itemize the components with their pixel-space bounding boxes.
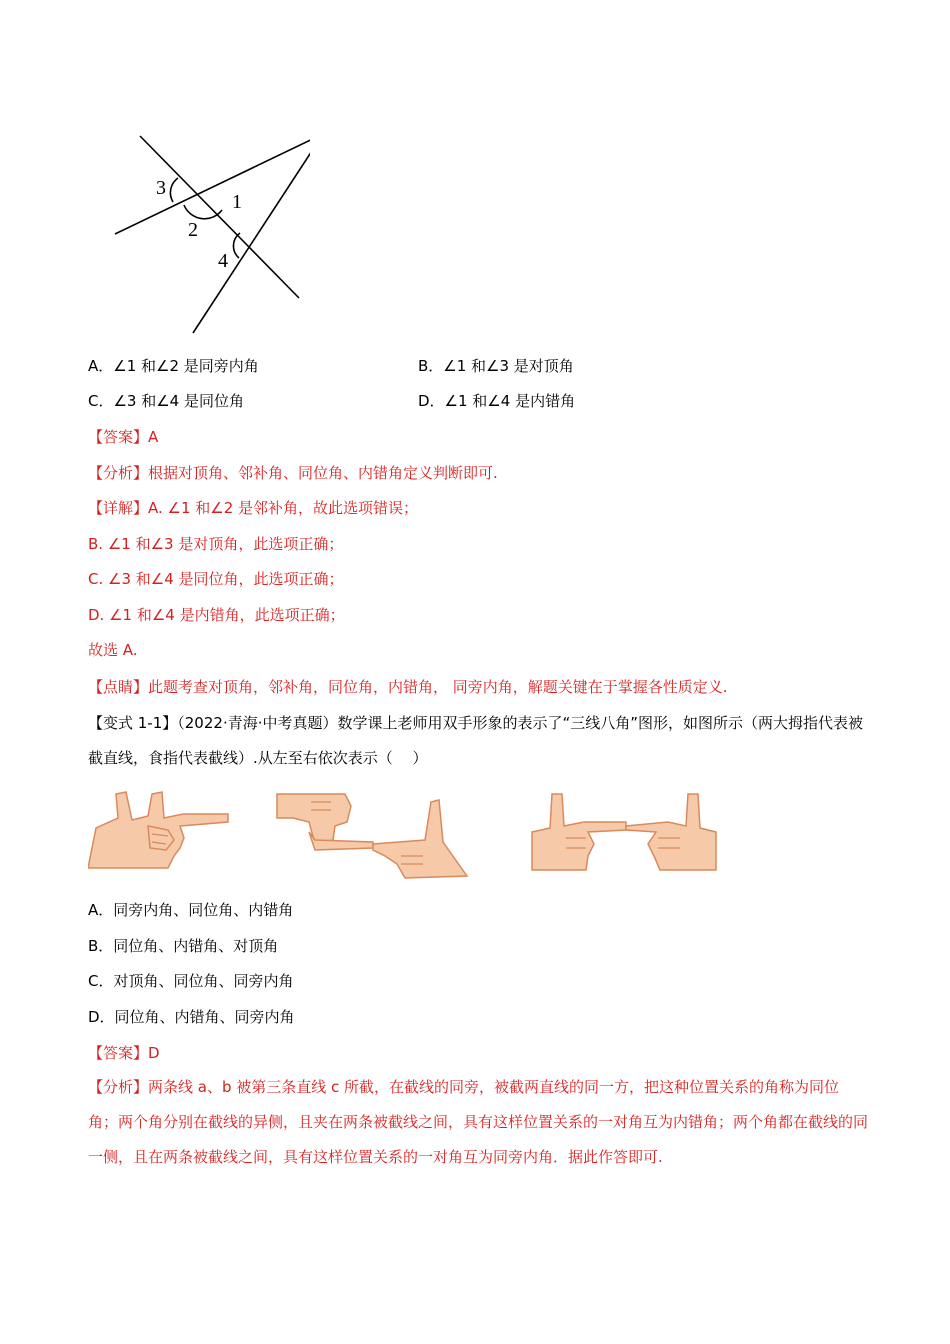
angle-figure — [110, 130, 310, 340]
label-2: 2 — [188, 219, 198, 241]
line-transversal — [193, 134, 310, 333]
q2-stem: 【变式 1-1】（2022·青海·中考真题）数学课上老师用双手形象的表示了“三线八角”图形，如图所示（两大拇指代表被截直线，食指代表截线）.从左至右依次表示（ ） — [88, 714, 864, 767]
q2-analysis: 【分析】两条线 a、b 被第三条直线 c 所截，在截线的同旁，被截两直线的同一方，把这种位置关系的角称为同位角；两个角分别在截线的异侧，且夹在两条被截线之间，具有这样位置关系的一对角互为内错角；两个角都在截线的同一侧，且在两条被截线之间，具有这样位置关系的一对角互为同旁内角．据此作答即可. — [88, 1078, 869, 1166]
q1-detail-4: D. ∠1 和∠4 是内错角，此选项正确； — [88, 606, 345, 624]
q1-detail-2: B. ∠1 和∠3 是对顶角，此选项正确； — [88, 535, 344, 553]
arc-angle-3 — [170, 178, 178, 202]
q1-answer: 【答案】A — [88, 428, 159, 446]
label-1: 1 — [232, 191, 242, 213]
q1-comment: 【点睛】此题考查对顶角，邻补角，同位角，内错角， 同旁内角，解题关键在于掌握各性质定义. — [88, 678, 728, 696]
q1-analysis: 【分析】根据对顶角、邻补角、同位角、内错角定义判断即可. — [88, 464, 498, 482]
q1-detail-5: 故选 A. — [88, 641, 138, 659]
q2-option-d: D．同位角、内错角、同旁内角 — [88, 1008, 295, 1026]
hands-figure-2 — [275, 792, 475, 880]
hands-figure-1 — [88, 790, 238, 872]
q2-answer: 【答案】D — [88, 1044, 160, 1062]
label-4: 4 — [218, 250, 228, 272]
q1-option-b: B．∠1 和∠3 是对顶角 — [418, 357, 574, 375]
q1-option-a: A．∠1 和∠2 是同旁内角 — [88, 357, 259, 375]
q1-detail-1: 【详解】A. ∠1 和∠2 是邻补角，故此选项错误； — [88, 499, 419, 517]
line-horizontal — [115, 134, 310, 234]
q2-option-c: C．对顶角、同位角、同旁内角 — [88, 972, 294, 990]
q1-option-c: C．∠3 和∠4 是同位角 — [88, 392, 244, 410]
line-left-diagonal — [140, 136, 299, 298]
q2-option-a: A．同旁内角、同位角、内错角 — [88, 901, 294, 919]
arc-angle-2 — [184, 205, 222, 219]
q2-option-b: B．同位角、内错角、对顶角 — [88, 937, 279, 955]
q1-detail-3: C. ∠3 和∠4 是同位角，此选项正确； — [88, 570, 344, 588]
q1-option-d: D．∠1 和∠4 是内错角 — [418, 392, 576, 410]
hands-figure-3 — [530, 792, 720, 872]
label-3: 3 — [156, 177, 166, 199]
